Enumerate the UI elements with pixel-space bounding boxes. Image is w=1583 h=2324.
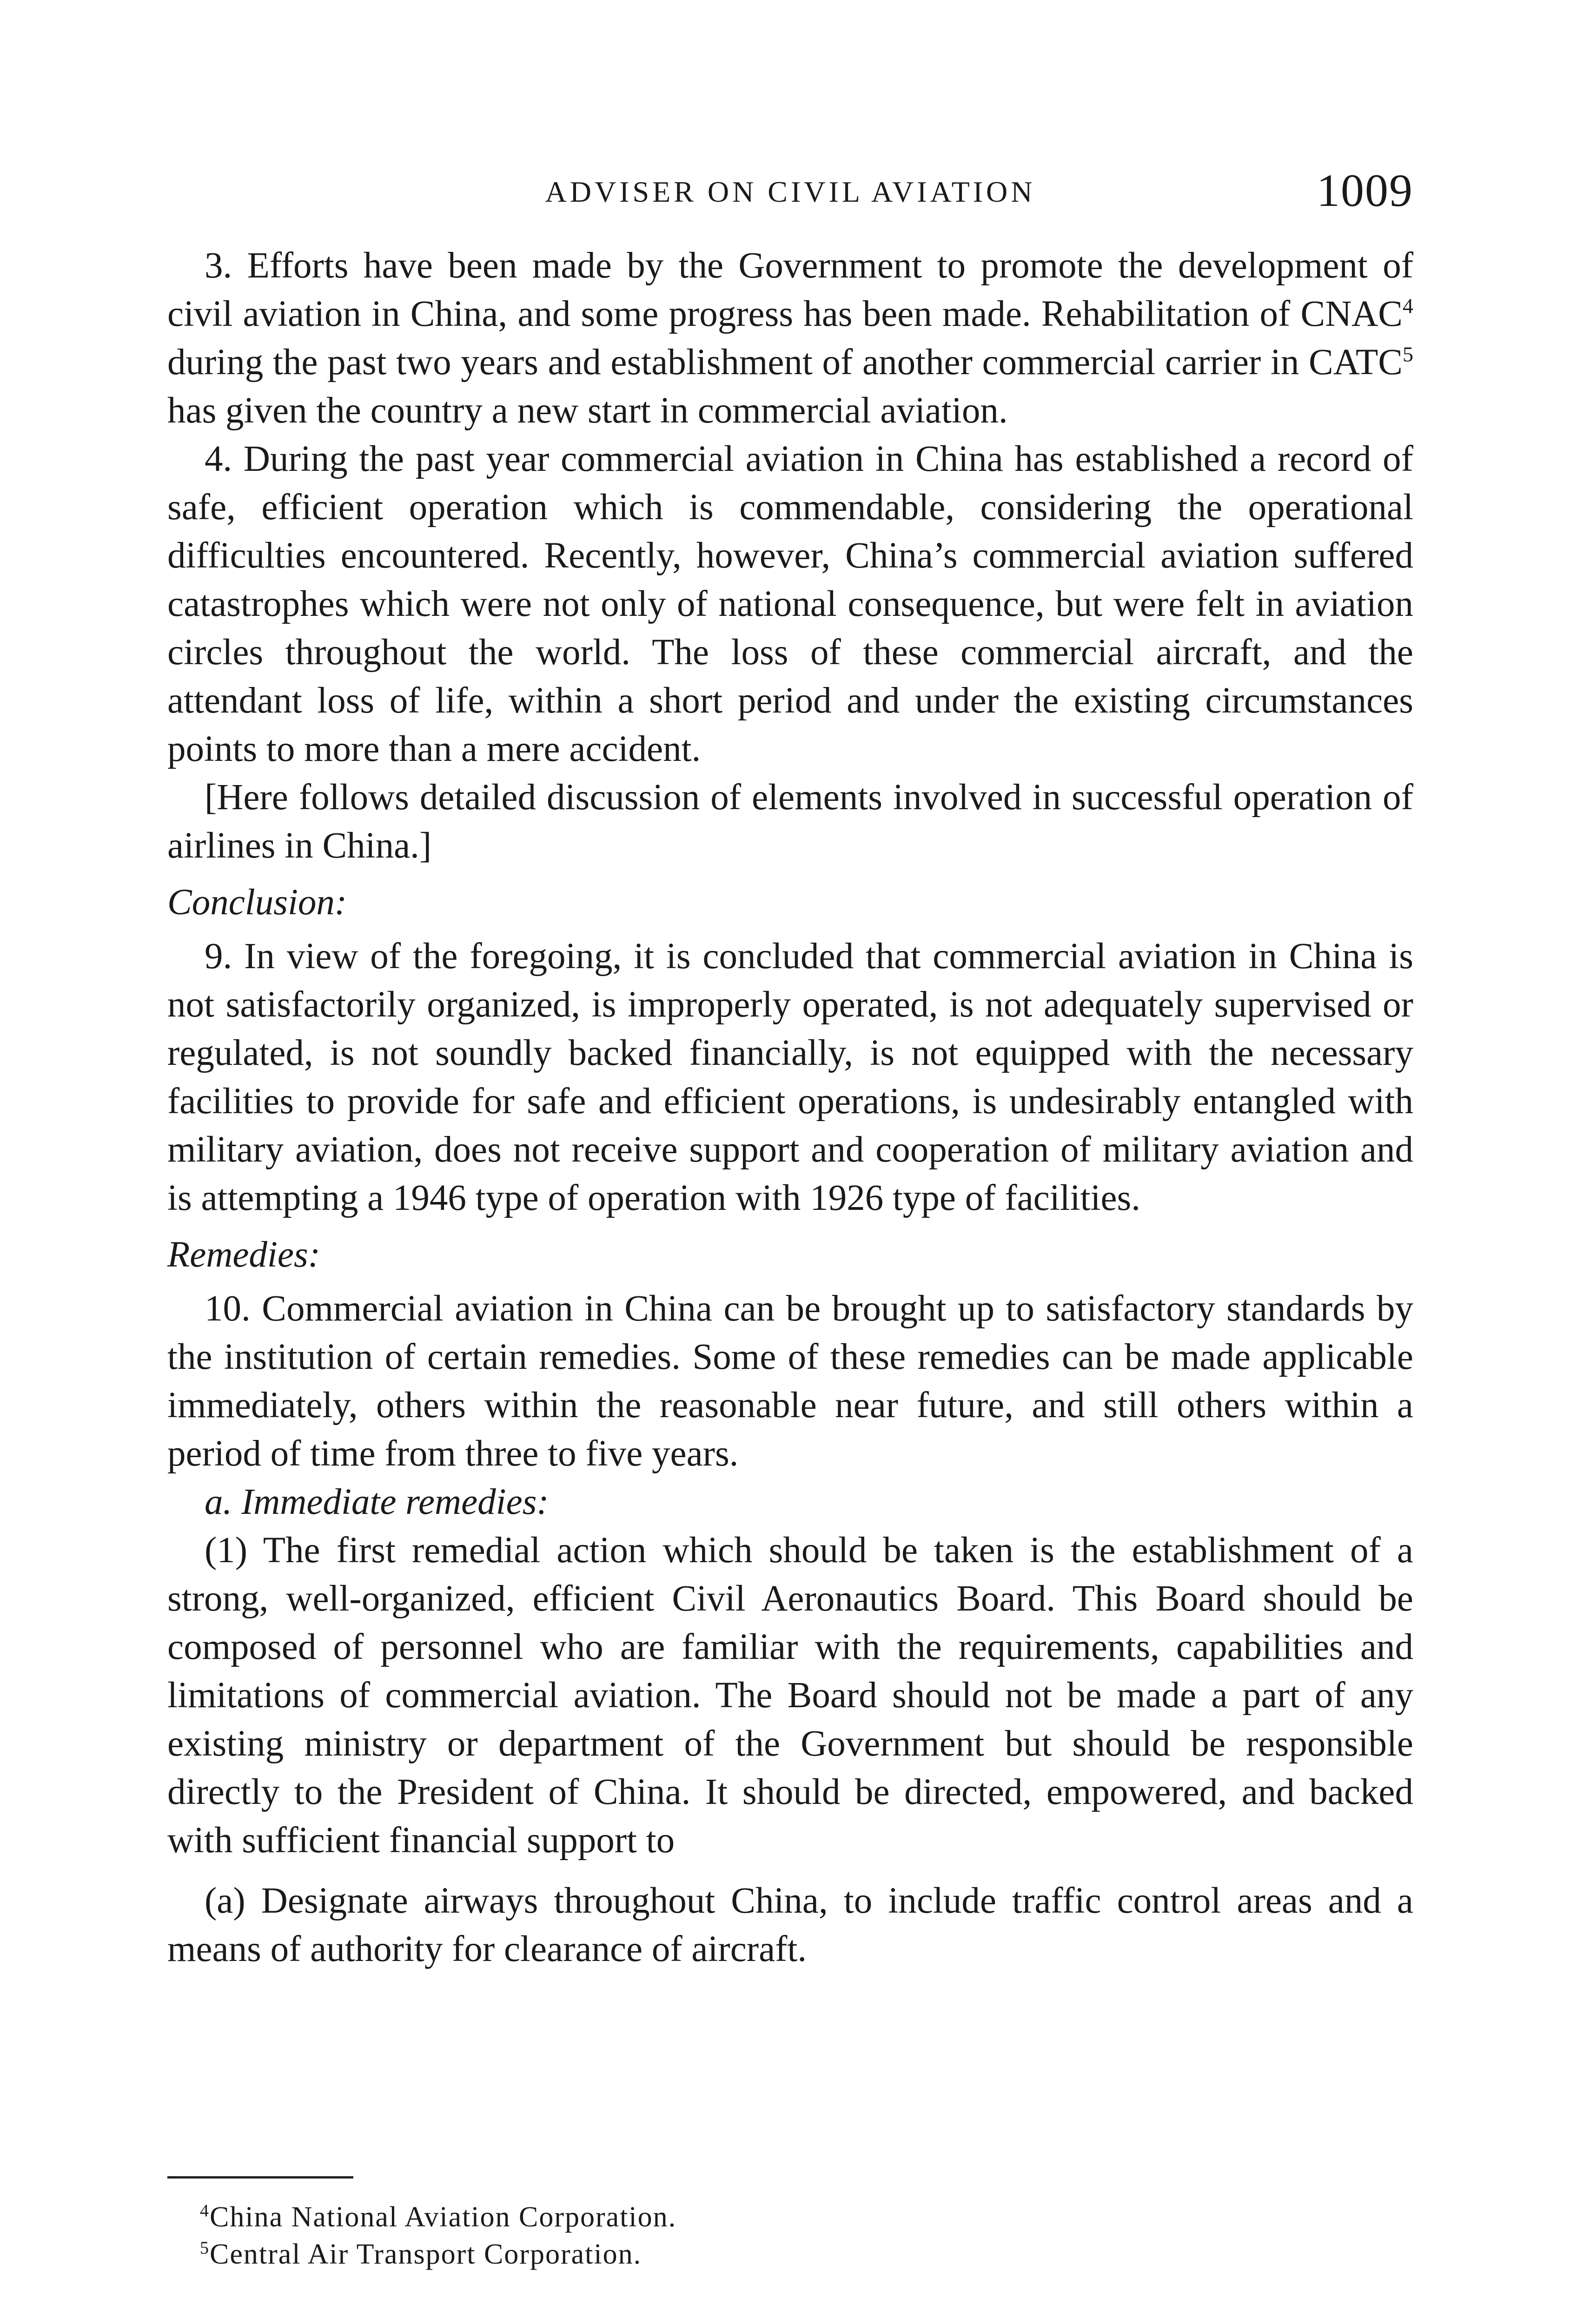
paragraph-9: 9. In view of the foregoing, it is concluded that commercial aviation in China is not satisfactorily organized, is improperly operated, is not adequately supervised or regulated, is not soundly backed financially, is not equipped with the necessary facilities to provide for safe and efficient operations, is undesirably entangled with military aviation, does not receive support and cooperation of military aviation and is attempting a 1946 type of operation with 1926 type of facilities. (167, 936, 1413, 1218)
footnote-mark: 4 (200, 2201, 210, 2221)
footnote-divider (167, 2176, 353, 2179)
immediate-remedies-heading (167, 1478, 1413, 1526)
footnote-5 (200, 2236, 676, 2273)
body-text (167, 242, 1413, 1974)
page-header (167, 164, 1413, 219)
footnote-ref-5[interactable]: 5 (1403, 342, 1413, 366)
document-page (167, 0, 1413, 2324)
paragraph-3 (167, 242, 1413, 435)
editorial-note: [Here follows detailed discussion of elements involved in successful operation of airlines in China.] (167, 777, 1413, 866)
paragraph-10: 10. Commercial aviation in China can be brought up to satisfactory standards by the institution of certain remedies. Some of these remedies can be made applicable immediately, others within the reasonable near future, and still others within a period of time from three to five years. (167, 1288, 1413, 1474)
paragraph-3-text-b: during the past two years and establishment of another commercial carrier in CATC (167, 342, 1403, 383)
immediate-remedies-title: Immediate remedies: (241, 1482, 549, 1522)
item-a: (a) Designate airways throughout China, to include traffic control areas and a means of authority for clearance of aircraft. (167, 1881, 1413, 1969)
remedies-heading: Remedies: (167, 1235, 320, 1275)
footnote-text: China National Aviation Corporation. (210, 2201, 677, 2233)
paragraph-3-text-c: has given the country a new start in commercial aviation. (167, 390, 1008, 431)
footnote-mark: 5 (200, 2238, 210, 2258)
conclusion-heading: Conclusion: (167, 882, 347, 923)
footnotes (200, 2199, 676, 2273)
footnote-4 (200, 2199, 676, 2236)
item-1: (1) The first remedial action which should be taken is the establishment of a strong, well-organized, efficient Civil Aeronautics Board. This Board should be composed of personnel who are familiar with the requirements, capabilities and limitations of commercial aviation. The Board should not be made a part of any existing ministry or department of the Government but should be responsible directly to the President of China. It should be directed, empowered, and backed with sufficient financial support to (167, 1530, 1413, 1861)
page-number: 1009 (1317, 165, 1413, 216)
running-title: ADVISER ON CIVIL AVIATION (545, 175, 1036, 208)
footnote-text: Central Air Transport Corporation. (210, 2238, 642, 2270)
immediate-remedies-letter: a. (205, 1482, 232, 1522)
paragraph-3-text-a: 3. Efforts have been made by the Government to promote the development of civil aviation in China, and some progress has been made. Rehabilitation of CNAC (167, 245, 1413, 334)
paragraph-4: 4. During the past year commercial aviation in China has established a record of safe, efficient operation which is commendable, considering the operational difficulties encountered. Recently, however, China’s commercial aviation suffered catastrophes which were not only of national consequence, but were felt in aviation circles throughout the world. The loss of these commercial aircraft, and the attendant loss of life, within a short period and under the existing circumstances points to more than a mere accident. (167, 439, 1413, 769)
footnote-ref-4[interactable]: 4 (1403, 294, 1413, 318)
